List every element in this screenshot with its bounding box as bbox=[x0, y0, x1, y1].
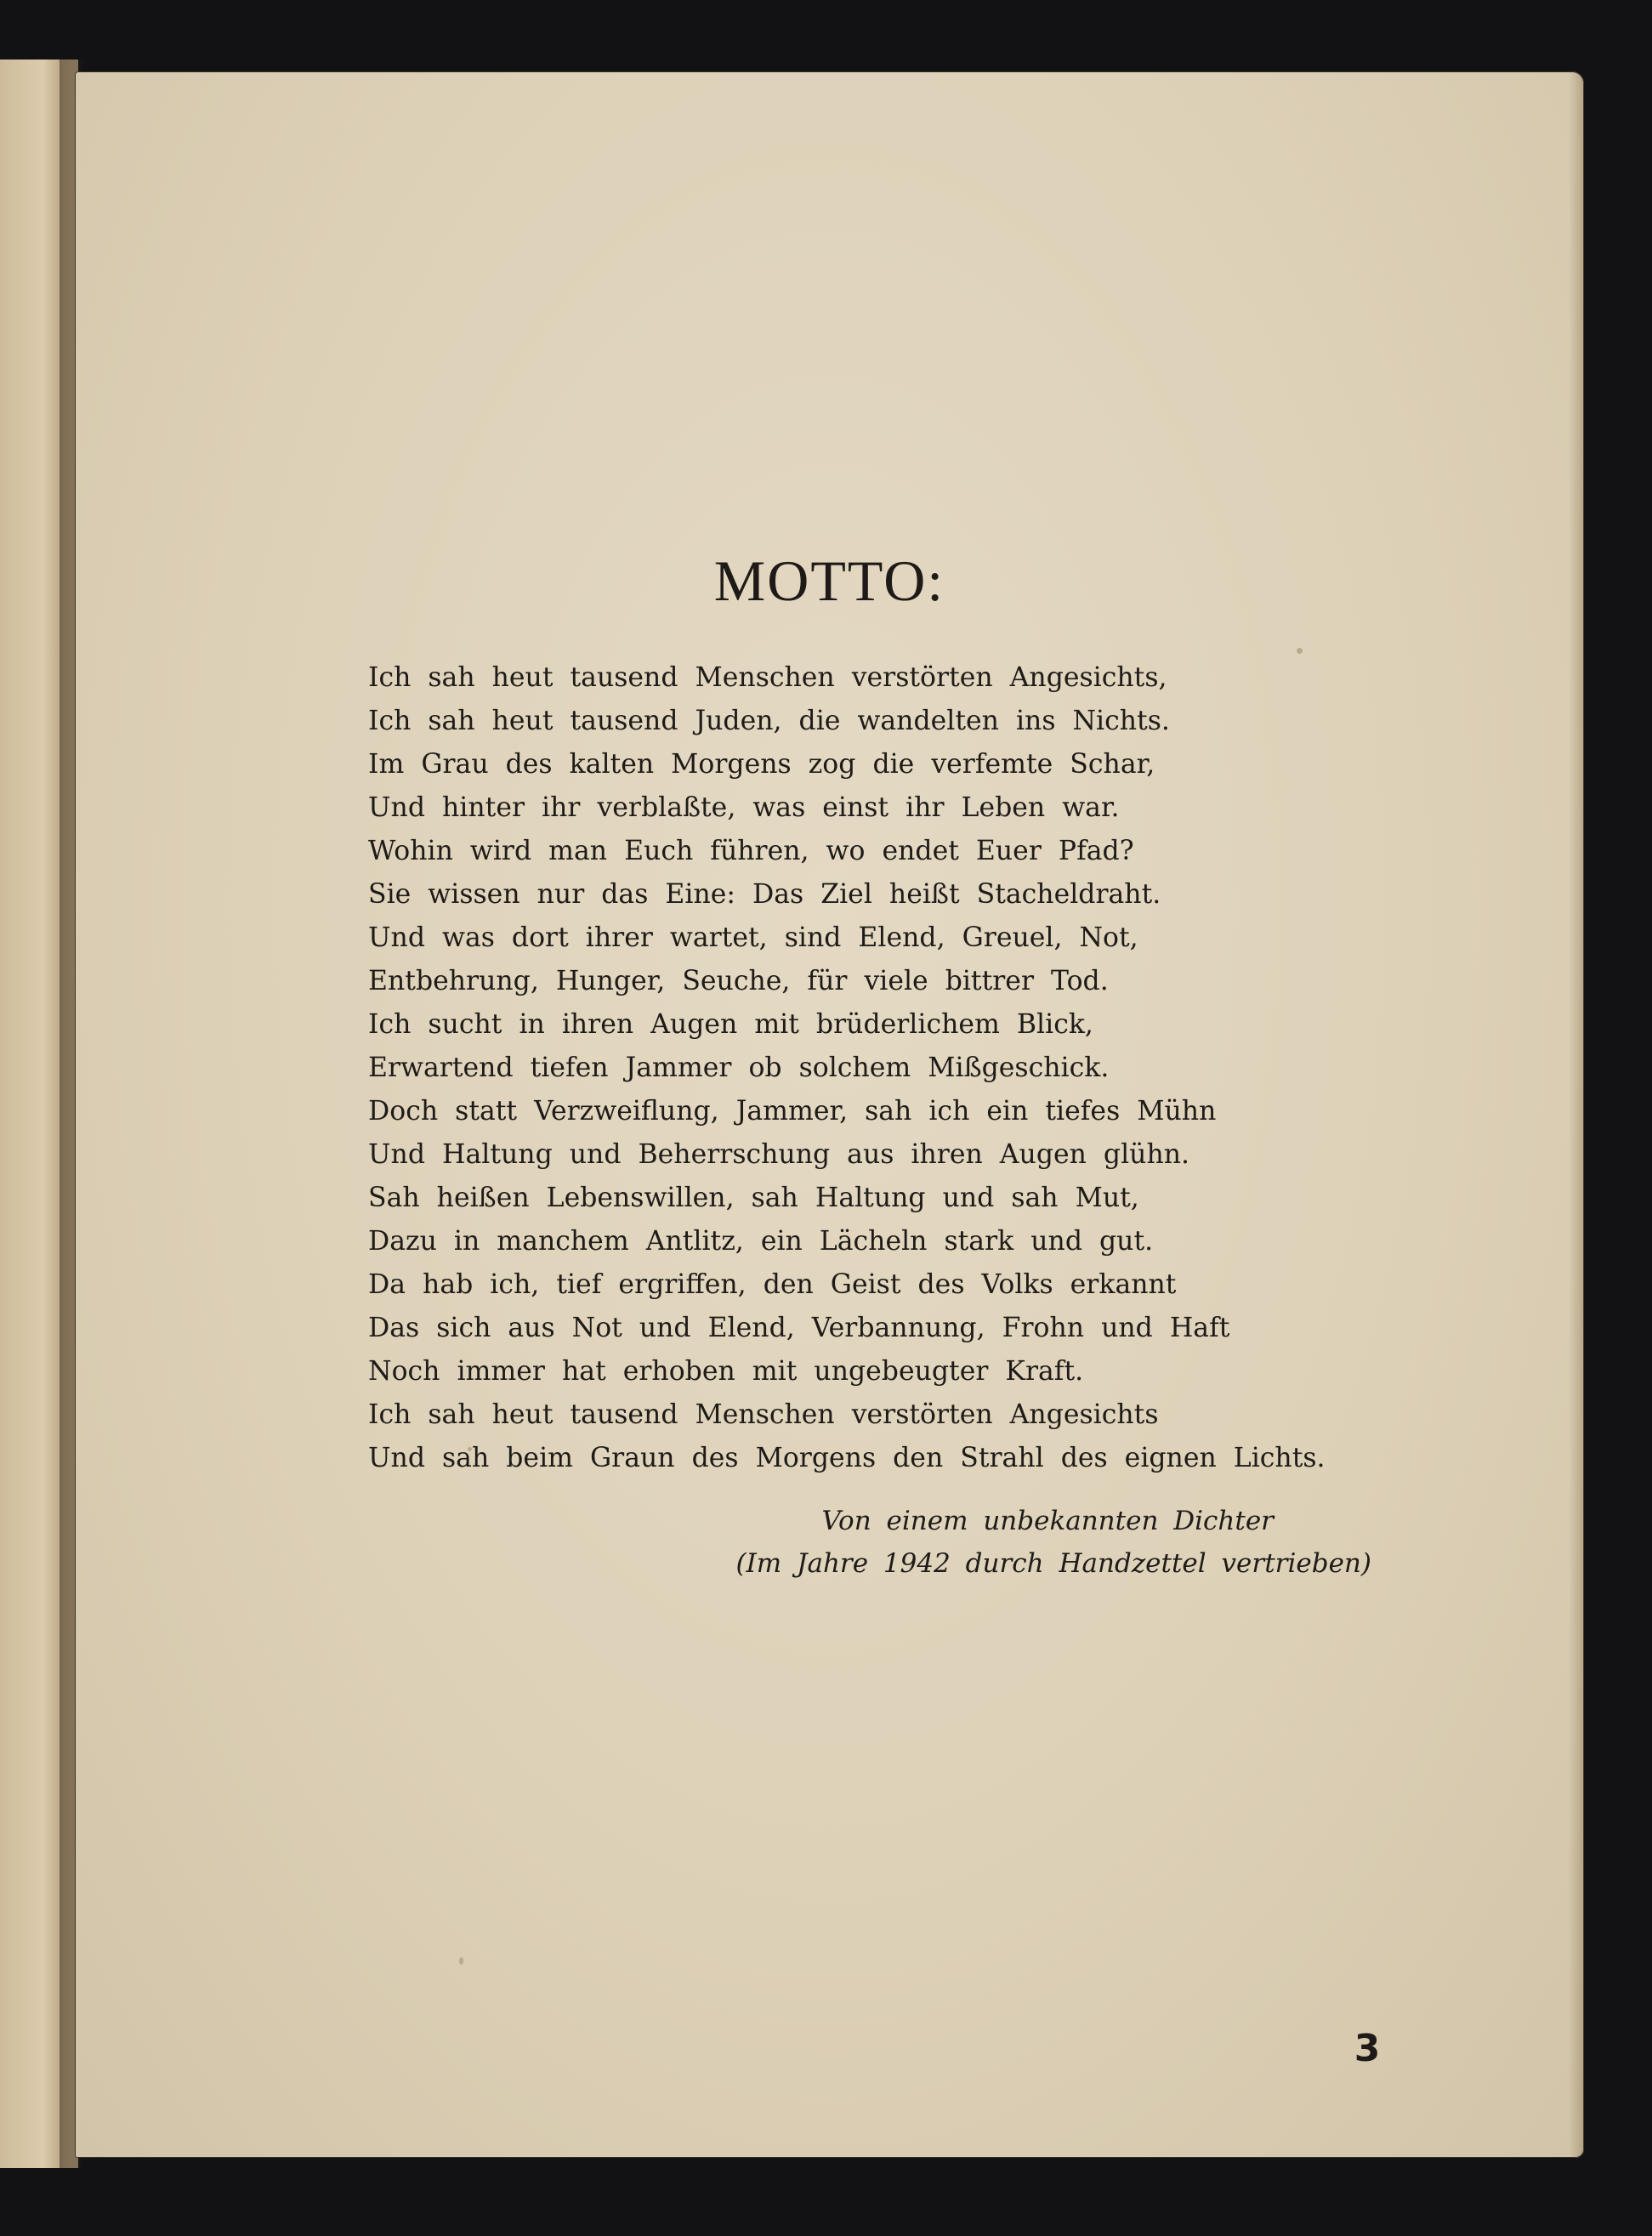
poem-line: Und was dort ihrer wartet, sind Elend, Greuel, Not, bbox=[368, 922, 1138, 953]
attribution-note: (Im Jahre 1942 durch Handzettel vertrieben) bbox=[735, 1548, 1371, 1579]
poem-line: Da hab ich, tief ergriffen, den Geist des Volks erkannt bbox=[368, 1269, 1177, 1300]
poem-line: Und Haltung und Beherrschung aus ihren Augen glühn. bbox=[368, 1139, 1190, 1170]
poem-line: Ich sah heut tausend Menschen verstörten Angesichts, bbox=[368, 662, 1167, 693]
page-title: MOTTO: bbox=[713, 548, 945, 613]
page bbox=[75, 71, 1584, 2158]
poem bbox=[368, 656, 1473, 1480]
poem-line: Ich sah heut tausend Menschen verstörten Angesichts bbox=[368, 1399, 1159, 1430]
poem-line: Sie wissen nur das Eine: Das Ziel heißt Stacheldraht. bbox=[368, 879, 1161, 910]
page-number: 3 bbox=[1354, 2027, 1381, 2070]
attribution-author: Von einem unbekannten Dichter bbox=[821, 1506, 1274, 1536]
page-edge-shading bbox=[1569, 71, 1584, 2158]
poem-line: Ich sucht in ihren Augen mit brüderlichem Blick, bbox=[368, 1009, 1093, 1040]
poem-line: Und sah beim Graun des Morgens den Strahl des eignen Lichts. bbox=[368, 1443, 1326, 1473]
poem-line: Entbehrung, Hunger, Seuche, für viele bittrer Tod. bbox=[368, 966, 1109, 996]
poem-line: Doch statt Verzweiflung, Jammer, sah ich ein tiefes Mühn bbox=[368, 1096, 1217, 1127]
poem-line: Ich sah heut tausend Juden, die wandelten ins Nichts. bbox=[368, 706, 1170, 736]
poem-line: Erwartend tiefen Jammer ob solchem Mißgeschick. bbox=[368, 1053, 1110, 1083]
poem-line: Wohin wird man Euch führen, wo endet Euer Pfad? bbox=[368, 836, 1134, 866]
paper-fleck bbox=[1297, 648, 1303, 654]
poem-line: Noch immer hat erhoben mit ungebeugter Kraft. bbox=[368, 1356, 1084, 1387]
poem-line: Dazu in manchem Antlitz, ein Lächeln stark und gut. bbox=[368, 1226, 1154, 1257]
poem-line: Im Grau des kalten Morgens zog die verfemte Schar, bbox=[368, 749, 1155, 780]
paper-fleck bbox=[459, 1957, 463, 1965]
attribution bbox=[75, 1500, 1371, 1585]
poem-line: Das sich aus Not und Elend, Verbannung, Frohn und Haft bbox=[368, 1313, 1230, 1343]
poem-line: Sah heißen Lebenswillen, sah Haltung und sah Mut, bbox=[368, 1183, 1139, 1213]
poem-line: Und hinter ihr verblaßte, was einst ihr Leben war. bbox=[368, 792, 1120, 823]
